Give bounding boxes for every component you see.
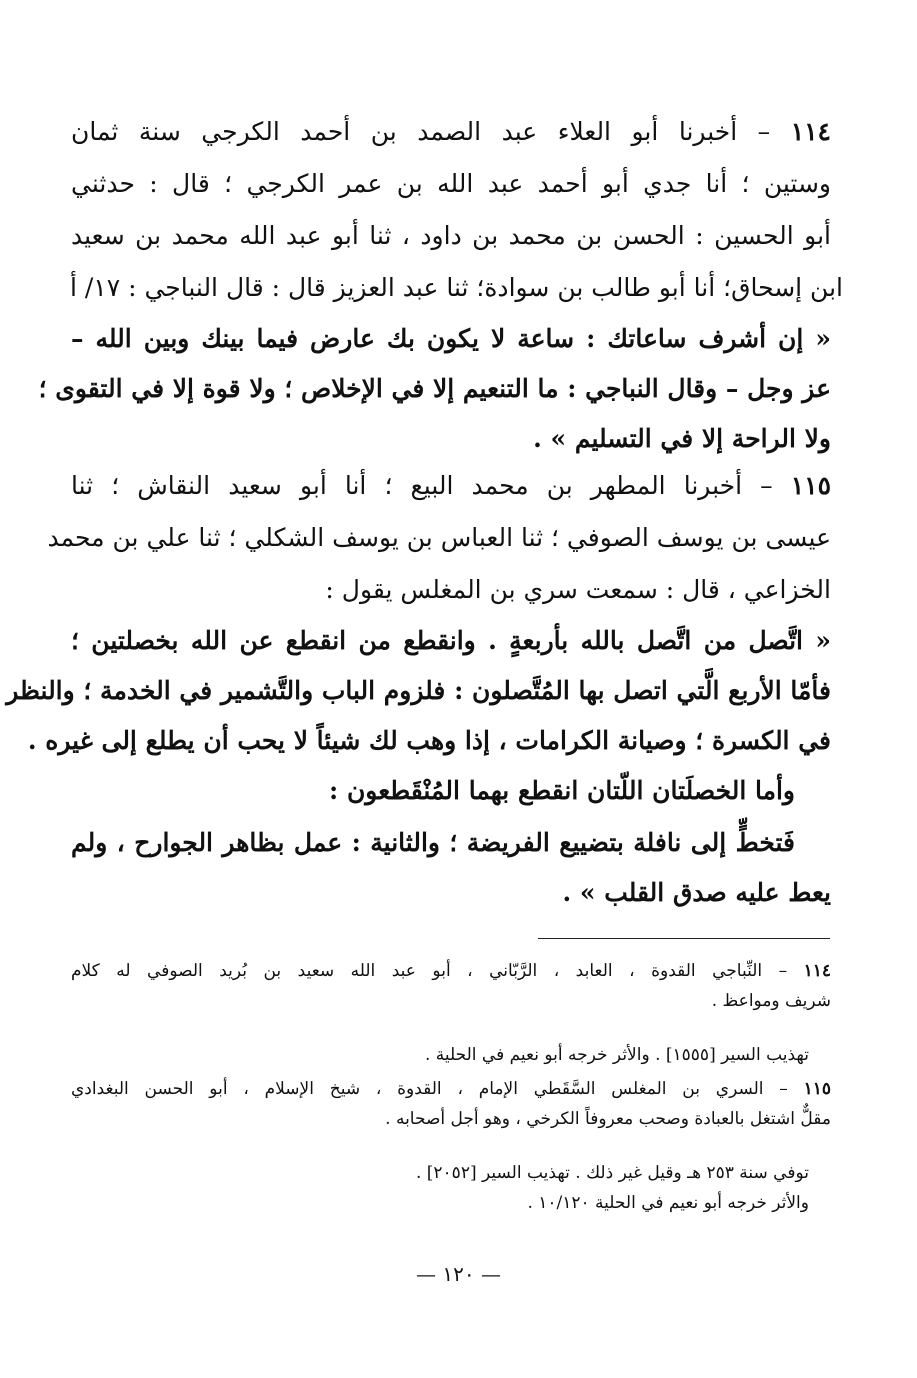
item-number-114: ١١٤	[790, 117, 831, 146]
quote-114-line-1: « إن أشرف ساعاتك : ساعة لا يكون بك عارض فيما بينك وبين الله –	[71, 324, 831, 353]
quote-114	[38, 314, 831, 464]
footnote-115-reference-2: والأثر خرجه أبو نعيم في الحلية ١٠/١٢٠ .	[527, 1193, 809, 1213]
quote-115-line-4: وأما الخصلَتان اللّتان انقطع بهما المُنْقَطعون :	[329, 776, 795, 805]
page-number: — ١٢٠ —	[416, 1262, 501, 1286]
footnote-114-line-1: ١١٤ – النِّباجي القدوة ، العابد ، الرَّبّاني ، أبو عبد الله سعيد بن بُريد الصوفي له كلام	[71, 961, 832, 981]
quote-115-line-2: فأمّا الأربع الَّتي اتصل بها المُتَّصلون : فلزوم الباب والتَّشمير في الخدمة ؛ والنظر	[6, 676, 831, 705]
paragraph-114-line-2: وستين ؛ أنا جدي أبو أحمد عبد الله بن عمر الكرجي ؛ قال : حدثني	[71, 169, 831, 198]
paragraph-114-line-4: ابن إسحاق؛ أنا أبو طالب بن سوادة؛ ثنا عبد العزيز قال : قال النباجي : ١٧/ أ	[69, 273, 843, 302]
paragraph-115	[47, 460, 832, 616]
footnote-114-line-2: شريف ومواعظ .	[711, 991, 831, 1011]
paragraph-114-line-1: ١١٤ – أخبرنا أبو العلاء عبد الصمد بن أحمد الكرجي سنة ثمان	[71, 117, 831, 146]
quote-115-continued	[71, 818, 831, 918]
footnote-115-line-1: ١١٥ – السري بن المغلس السَّقَطي الإمام ، القدوة ، شيخ الإسلام ، أبو الحسن البغدادي	[71, 1079, 832, 1099]
quote-114-line-2: عز وجل – وقال النباجي : ما التنعيم إلا في الإخلاص ؛ ولا قوة إلا في التقوى ؛	[38, 374, 831, 403]
quote-115-line-1: « اتَّصل من اتَّصل بالله بأربعةٍ . وانقطع من انقطع عن الله بخصلتين ؛	[71, 626, 831, 655]
footnote-114	[71, 956, 831, 1016]
quote-115-line-6: يعط عليه صدق القلب » .	[562, 878, 831, 907]
footnote-115	[71, 1074, 831, 1134]
item-number-115: ١١٥	[790, 471, 832, 500]
paragraph-114	[69, 106, 843, 314]
footnote-115-reference-1: توفي سنة ٢٥٣ هـ وقيل غير ذلك . تهذيب السير [٢٠٥٢] .	[415, 1163, 809, 1183]
footnote-114-ref	[71, 1040, 831, 1070]
footnote-number-114: ١١٤	[803, 961, 832, 981]
footnote-115-line-2: مقلٌّ اشتغل بالعبادة وصحب معروفاً الكرخي ، وهو أجل أصحابه .	[385, 1109, 831, 1129]
quote-115-line-5: فَتخطٍّ إلى نافلة بتضييع الفريضة ؛ والثانية : عمل بظاهر الجوارح ، ولم	[71, 828, 795, 857]
paragraph-115-line-2: عيسى بن يوسف الصوفي ؛ ثنا العباس بن يوسف الشكلي ؛ ثنا علي بن محمد	[47, 523, 831, 552]
quote-115	[6, 616, 831, 816]
footnote-number-115: ١١٥	[803, 1079, 832, 1099]
footnote-115-refs	[71, 1158, 831, 1218]
paragraph-115-line-1: ١١٥ – أخبرنا المطهر بن محمد البيع ؛ أنا أبو سعيد النقاش ؛ ثنا	[71, 471, 832, 500]
footnote-divider	[538, 938, 830, 939]
paragraph-114-line-3: أبو الحسين : الحسن بن محمد بن داود ، ثنا أبو عبد الله محمد بن سعيد	[71, 221, 831, 250]
paragraph-115-line-3: الخزاعي ، قال : سمعت سري بن المغلس يقول :	[325, 575, 831, 604]
quote-115-line-3: في الكسرة ؛ وصيانة الكرامات ، إذا وهب لك شيئاً لا يحب أن يطلع إلى غيره .	[27, 726, 831, 755]
quote-114-line-3: ولا الراحة إلا في التسليم » .	[533, 424, 831, 453]
footnote-114-reference: تهذيب السير [١٥٥٥] . والأثر خرجه أبو نعيم في الحلية .	[424, 1045, 809, 1065]
